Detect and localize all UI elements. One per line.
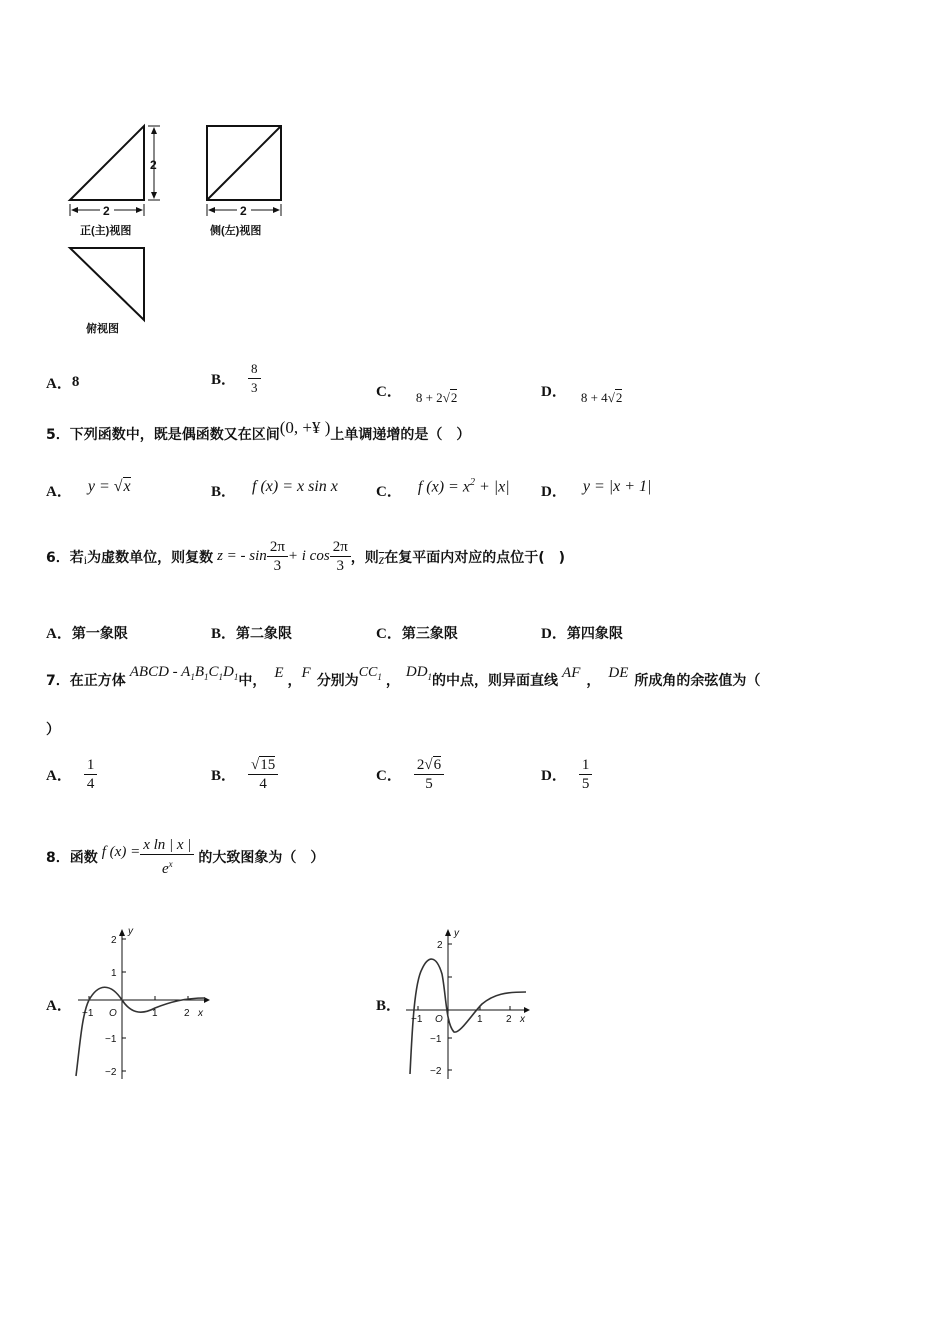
top-view-triangle xyxy=(70,248,144,320)
option-label: C． xyxy=(376,383,402,400)
frac-denominator: 3 xyxy=(251,380,258,395)
option-expr: 8 + 2√2 xyxy=(415,390,458,405)
svg-text:2: 2 xyxy=(437,940,443,951)
q4-option-b[interactable] xyxy=(211,360,261,397)
svg-text:−2: −2 xyxy=(430,1066,442,1077)
svg-text:1: 1 xyxy=(152,1008,158,1019)
q7-option-c[interactable]: C． $\frac{2√6}{5}$ xyxy=(376,756,444,793)
front-view-label: 正(主)视图 xyxy=(80,225,132,237)
q6-option-a[interactable]: A． 第一象限 xyxy=(46,625,128,642)
svg-text:−2: −2 xyxy=(105,1067,117,1078)
option-expr: f (x) = x sin x xyxy=(252,477,338,495)
svg-text:O: O xyxy=(435,1014,443,1025)
q8-option-b[interactable]: B． xyxy=(376,998,402,1014)
q7-option-b[interactable]: B． $\frac{√15}{4}$ xyxy=(211,756,278,793)
svg-text:−1: −1 xyxy=(82,1008,94,1019)
q7-stem: 7． 在正方体 ABCD - $A_1B_1C_1D_1$ 中， E ， F 分别为 $CC_1$ ， $DD_1$ 的中点，则异面直线 AF ， DE 所成角的余弦值为（ xyxy=(46,664,761,689)
q8-stem: 8． 函数 f (x) = $\frac{\text{x ln | x |}}{e^x}$ 的大致图象为（ ） xyxy=(46,837,325,877)
side-view-label: 侧(左)视图 xyxy=(210,225,262,237)
option-label: A． xyxy=(46,484,72,500)
front-width-dim: 2 xyxy=(103,204,110,218)
q8-graph-b[interactable] xyxy=(402,924,547,1084)
svg-text:x: x xyxy=(198,1008,203,1019)
q5-option-a[interactable] xyxy=(46,477,131,501)
z-conjugate: $\overline{z}$ xyxy=(378,552,385,568)
svg-text:1: 1 xyxy=(477,1014,483,1025)
option-label: D． xyxy=(541,383,567,400)
q4-option-d[interactable] xyxy=(541,374,622,406)
option-label: D． xyxy=(541,484,567,500)
q6-option-c[interactable]: C． 第三象限 xyxy=(376,625,458,642)
svg-text:−1: −1 xyxy=(430,1034,442,1045)
option-label: B． xyxy=(211,484,237,500)
q8-option-a[interactable]: A． xyxy=(46,998,72,1014)
q6-option-b[interactable]: B． 第二象限 xyxy=(211,625,293,642)
q5-option-b[interactable] xyxy=(211,477,338,501)
side-width-dim: 2 xyxy=(240,204,247,218)
option-label: B． xyxy=(211,372,237,388)
q7-option-d[interactable]: D． $\frac{1}{5}$ xyxy=(541,756,592,793)
q4-option-a[interactable] xyxy=(46,372,79,393)
option-expr: y = |x + 1| xyxy=(582,477,652,495)
frac-numerator: 8 xyxy=(248,360,261,379)
front-height-dim: 2 xyxy=(150,158,157,172)
option-expr: f $(x) = x^2 + |x|$ xyxy=(417,476,510,496)
q5-option-d[interactable] xyxy=(541,477,652,501)
q6-option-d[interactable]: D． 第四象限 xyxy=(541,625,623,642)
svg-text:y: y xyxy=(128,926,133,937)
svg-text:O: O xyxy=(109,1008,117,1019)
svg-text:y: y xyxy=(454,928,459,939)
option-value: 8 xyxy=(71,374,80,390)
q8-graph-a[interactable] xyxy=(70,924,215,1084)
svg-text:2: 2 xyxy=(111,935,117,946)
curve xyxy=(76,987,205,1076)
svg-text:2: 2 xyxy=(506,1014,512,1025)
q7-option-a[interactable]: A． $\frac{1}{4}$ xyxy=(46,756,97,793)
svg-text:−1: −1 xyxy=(105,1034,117,1045)
svg-text:2: 2 xyxy=(184,1008,190,1019)
option-label: C． xyxy=(376,484,402,500)
front-view-triangle xyxy=(70,126,144,200)
q5-stem: 5． 下列函数中，既是偶函数又在区间 (0, +¥ ) 上单调递增的是（ ） xyxy=(46,418,471,443)
interval: (0, +¥ ) xyxy=(279,418,331,437)
option-label: A． xyxy=(46,376,72,392)
option-expr: y = √x xyxy=(87,477,131,495)
q4-option-c[interactable] xyxy=(376,374,457,406)
svg-text:x: x xyxy=(520,1014,525,1025)
q7-close-paren: ） xyxy=(46,722,60,738)
option-expr: 8 + 4√2 xyxy=(580,390,623,405)
q5-option-c[interactable] xyxy=(376,476,510,501)
q6-stem: 6． 若 i 为虚数单位，则复数 z = - sin $\frac{2\pi}{3}$ + i cos $\frac{2\pi}{3}$ ，则 $\overline{z}$ 在复平面内对应的点位于( ) xyxy=(46,539,566,574)
svg-text:−1: −1 xyxy=(411,1014,423,1025)
three-view-figure xyxy=(60,118,300,340)
svg-text:1: 1 xyxy=(111,968,117,979)
top-view-label: 俯视图 xyxy=(86,323,119,335)
